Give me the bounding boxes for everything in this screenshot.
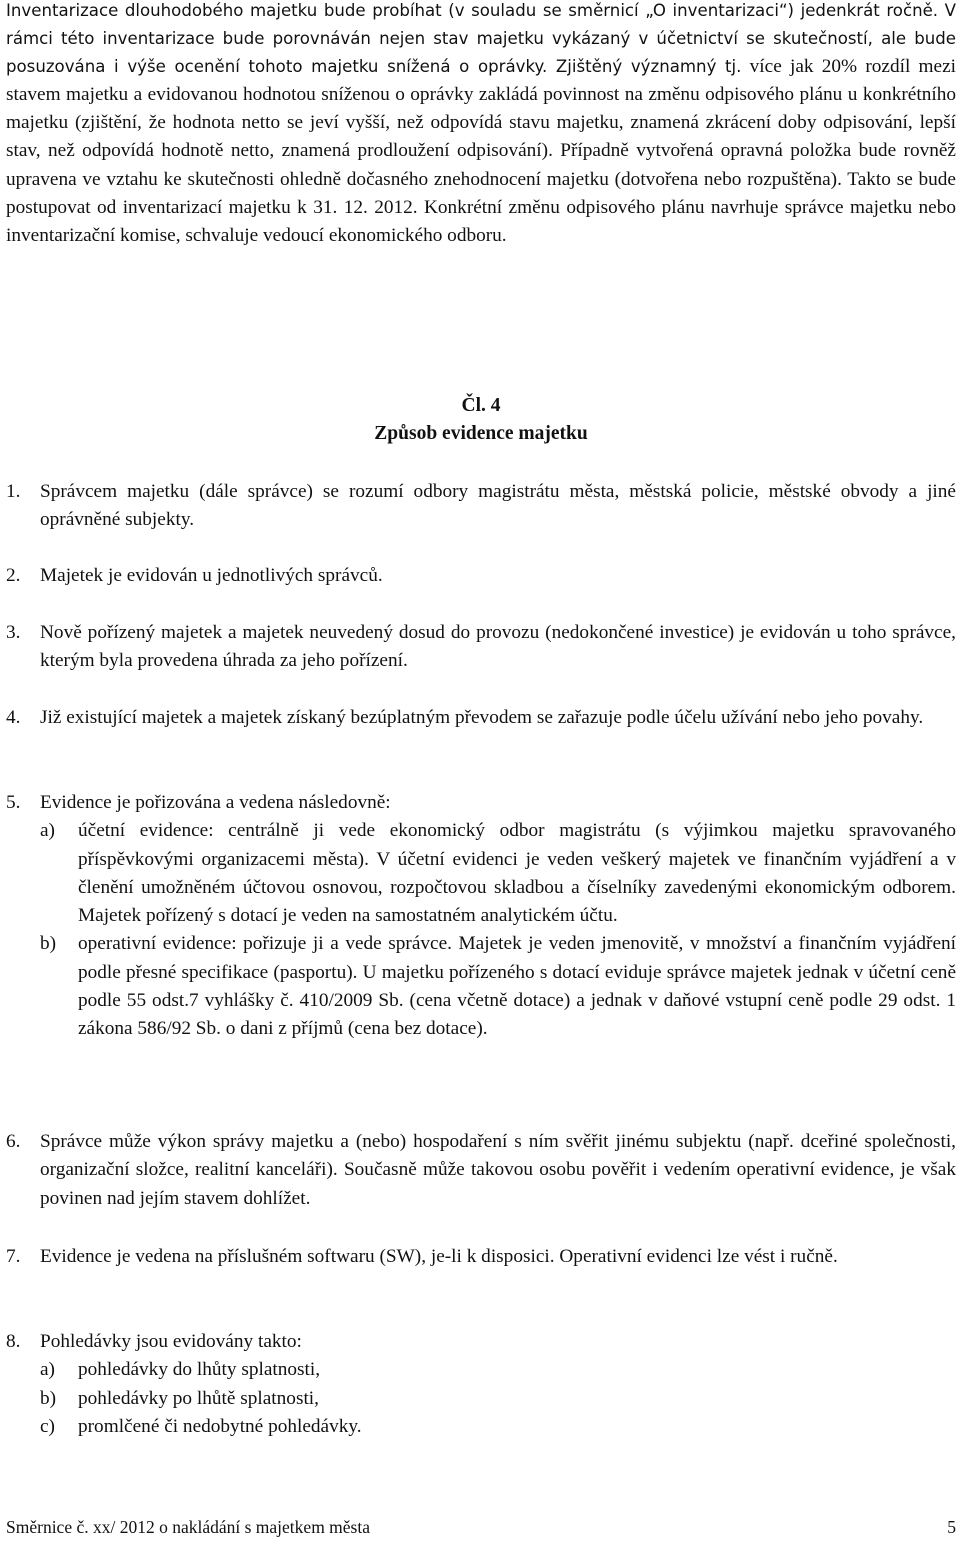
sub-item-letter: a) (40, 1359, 55, 1381)
item-number: 8. (6, 1331, 21, 1352)
page-footer (6, 1517, 956, 1538)
item-number: 4. (6, 707, 21, 728)
list-item (6, 1328, 956, 1441)
item-text: Již existující majetek a majetek získaný bezúplatným převodem se zařazuje podle účelu užívání nebo jeho povahy. (40, 707, 924, 728)
page-number: 5 (947, 1517, 956, 1537)
sub-item-letter: a) (40, 820, 55, 842)
sub-item (40, 1356, 956, 1384)
list-item (6, 704, 956, 732)
list-item (6, 562, 956, 590)
list-item (6, 1243, 956, 1271)
list-item (6, 1128, 956, 1213)
sub-item-text: operativní evidence: pořizuje ji a vede správce. Majetek je veden jmenovitě, v množství a finančním vyjádření podle přesné specifikace (pasportu). U majetku pořízeného s dotací eviduje správce majetek jednak v účetní ceně podle 55 odst.7 vyhlášky č. 410/2009 Sb. (cena včetně dotace) a jednak v daňové vstupní ceně podle 29 odst. 1 zákona 586/92 Sb. o dani z příjmů (cena bez dotace). (78, 933, 956, 1040)
sub-item-letter: c) (40, 1415, 55, 1437)
sub-item-letter: b) (40, 933, 57, 955)
item-number: 7. (6, 1246, 21, 1267)
item-text: Správcem majetku (dále správce) se rozumí odbory magistrátu města, městská policie, městské obvody a jiné oprávněné subjekty. (40, 481, 956, 531)
item-number: 5. (6, 792, 21, 813)
list-item (6, 619, 956, 676)
sub-item-letter: b) (40, 1387, 57, 1409)
sub-item-text: pohledávky po lhůtě splatnosti, (78, 1387, 319, 1409)
sub-item (40, 817, 956, 930)
article-number: Čl. 4 (461, 395, 501, 416)
item-text: Majetek je evidován u jednotlivých správců. (40, 565, 383, 586)
item-number: 3. (6, 622, 21, 643)
item-text: Pohledávky jsou evidovány takto: (40, 1331, 302, 1352)
item-number: 1. (6, 481, 21, 502)
item-text: Nově pořízený majetek a majetek neuvedený dosud do provozu (nedokončené investice) je evidován u toho správce, kterým byla provedena úhrada za jeho pořízení. (40, 622, 956, 672)
sub-item-text: promlčené či nedobytné pohledávky. (78, 1415, 362, 1437)
item-number: 6. (6, 1131, 21, 1152)
footer-title: Směrnice č. xx/ 2012 o nakládání s majetkem města (6, 1517, 370, 1537)
article-title: Způsob evidence majetku (374, 423, 588, 444)
sub-item (40, 930, 956, 1043)
sub-item (40, 1385, 956, 1413)
item-number: 2. (6, 565, 21, 586)
intro-text-part-2: více jak 20% rozdíl mezi stavem majetku a evidovanou hodnotou sníženou o oprávky zakládá povinnost na změnu odpisového plánu u konkrétního majetku (zjištění, že hodnota netto se jeví vyšší, než odpovídá stavu majetku, znamená zkrácení doby odpisování, lepší stav, než odpovídá hodnotě netto, znamená prodloužení odpisování). Případně vytvořená opravná položka bude rovněž upravena ve vztahu ke skutečnosti ohledně dočasného znehodnocení majetku (dotvořena nebo rozpuštěna). Takto se bude postupovat od inventarizací majetku k 31. 12. 2012. Konkrétní změnu odpisového plánu navrhuje správce majetku nebo inventarizační komise, schvaluje vedoucí ekonomického odboru. (6, 56, 956, 246)
list-item (6, 789, 956, 1044)
item-text: Evidence je pořizována a vedena následovně: (40, 792, 391, 813)
item-text: Správce může výkon správy majetku a (nebo) hospodaření s ním svěřit jinému subjektu (např. dceřiné společnosti, organizační složce, realitní kanceláři). Současně může takovou osobu pověřit i vedením operativní evidence, je však povinen nad jejím stavem dohlížet. (40, 1131, 956, 1209)
sub-item (40, 1413, 956, 1441)
sub-item-text: pohledávky do lhůty splatnosti, (78, 1359, 321, 1381)
sub-item-text: účetní evidence: centrálně ji vede ekonomický odbor magistrátu (s výjimkou majetku spravovaného příspěvkovými organizacemi města). V účetní evidenci je veden veškerý majetek ve finančním vyjádření a v členění umožněném účtovou osnovou, rozpočtovou skladbou a číselníky zavedenými ekonomickým odborem. Majetek pořízený s dotací je veden na samostatném analytickém účtu. (78, 820, 956, 927)
item-text: Evidence je vedena na příslušném softwaru (SW), je-li k disposici. Operativní evidenci lze vést i ručně. (40, 1246, 838, 1267)
list-item (6, 478, 956, 535)
intro-paragraph (6, 0, 956, 250)
intro-text-part-1: Inventarizace dlouhodobého majetku bude probíhat (v souladu se směrnicí „O inventarizaci“) jedenkrát ročně. V rámci této inventarizace bude porovnáván nejen stav majetku vykázaný v účetnictví se skutečností, ale bude posuzována i výše ocenění tohoto majetku snížená o oprávky. Zjištěný významný tj. (6, 1, 956, 77)
